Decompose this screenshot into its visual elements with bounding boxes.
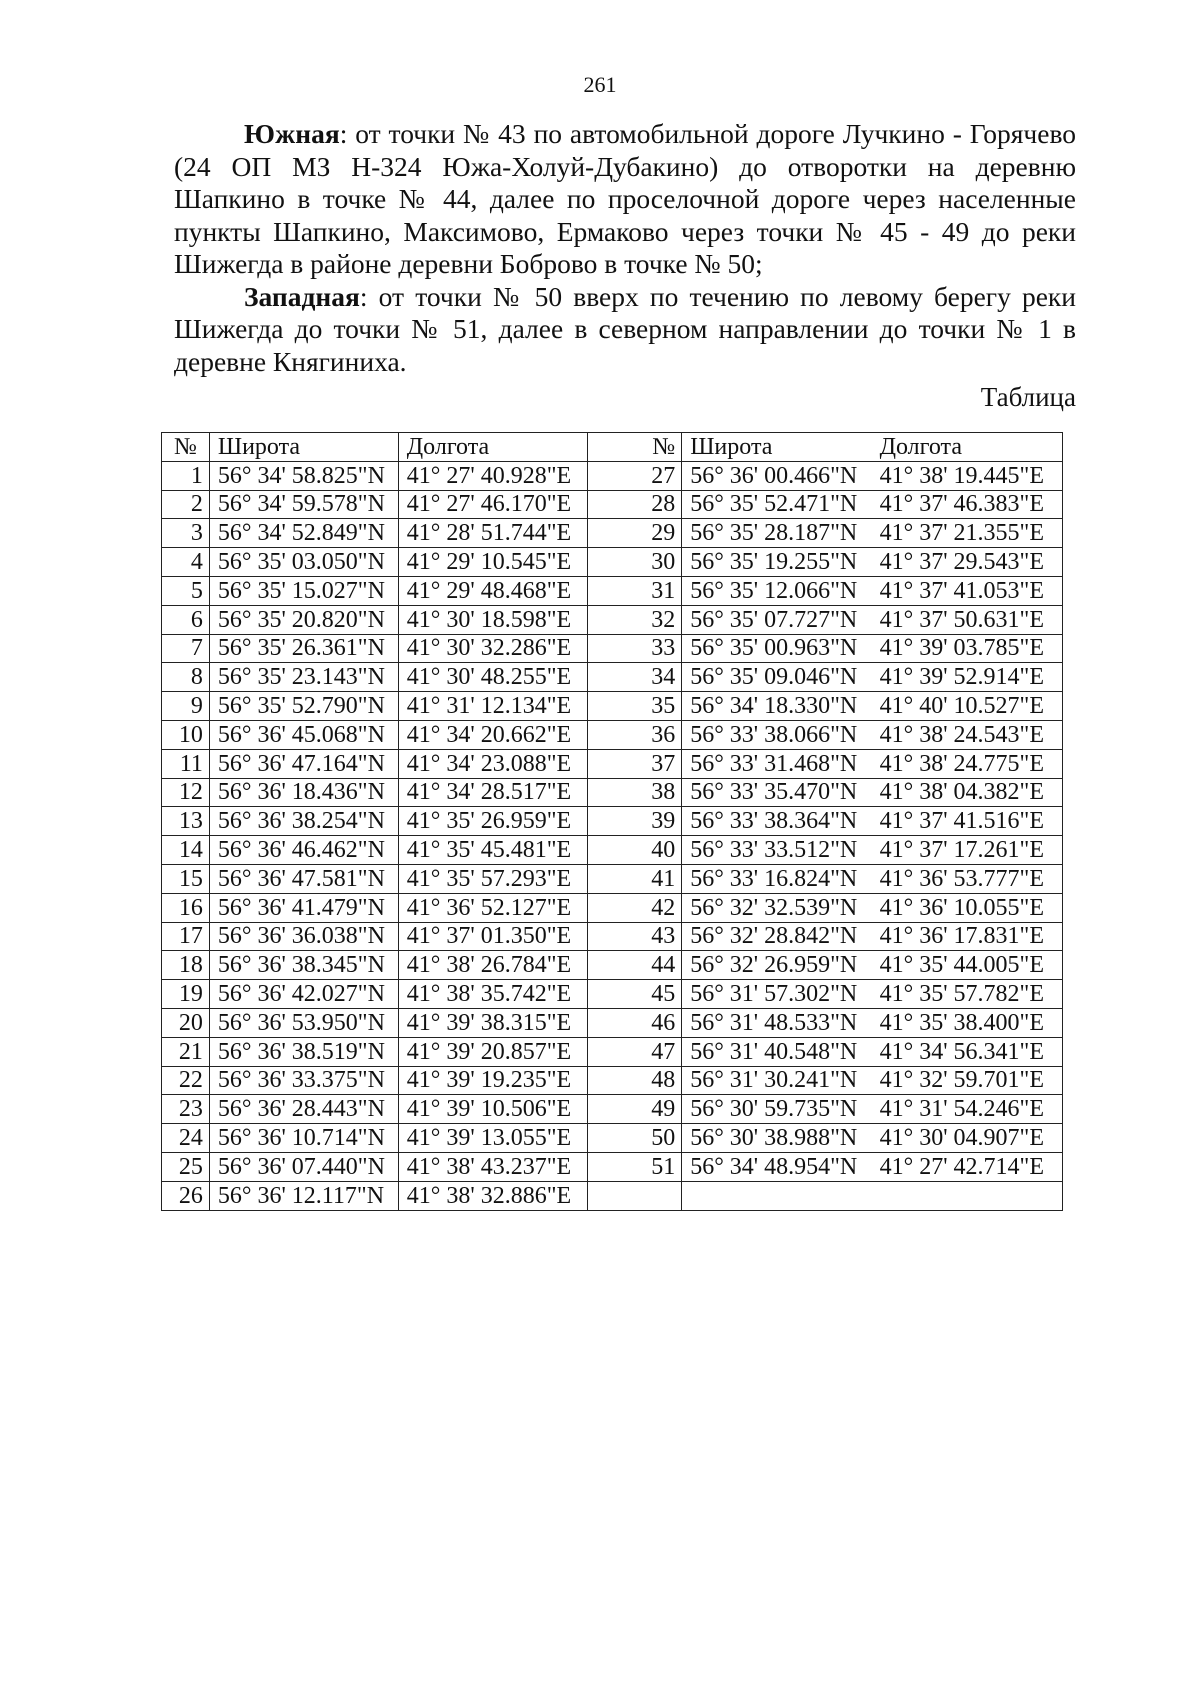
table-row bbox=[162, 980, 1063, 1009]
table-row bbox=[162, 461, 1063, 490]
longitude-cell: 41° 37' 50.631"E bbox=[872, 605, 1063, 634]
point-number-cell: 25 bbox=[162, 1152, 210, 1181]
longitude-cell: 41° 35' 57.293"E bbox=[398, 864, 587, 893]
longitude-cell: 41° 30' 32.286"E bbox=[398, 634, 587, 663]
point-number-cell: 44 bbox=[587, 951, 682, 980]
longitude-cell: 41° 34' 23.088"E bbox=[398, 749, 587, 778]
paragraph-west bbox=[174, 281, 1076, 379]
latitude-cell: 56° 36' 53.950"N bbox=[209, 1008, 398, 1037]
table-row bbox=[162, 807, 1063, 836]
longitude-cell: 41° 30' 04.907"E bbox=[872, 1124, 1063, 1153]
latitude-cell: 56° 32' 32.539"N bbox=[682, 893, 872, 922]
longitude-cell: 41° 27' 42.714"E bbox=[872, 1152, 1063, 1181]
point-number-cell: 50 bbox=[587, 1124, 682, 1153]
point-number-cell: 47 bbox=[587, 1037, 682, 1066]
latitude-cell: 56° 35' 03.050"N bbox=[209, 548, 398, 577]
table-body bbox=[162, 461, 1063, 1210]
longitude-cell: 41° 36' 52.127"E bbox=[398, 893, 587, 922]
point-number-cell: 11 bbox=[162, 749, 210, 778]
point-number-cell: 16 bbox=[162, 893, 210, 922]
longitude-cell: 41° 38' 24.775"E bbox=[872, 749, 1063, 778]
point-number-cell: 32 bbox=[587, 605, 682, 634]
paragraph-west-label: Западная bbox=[244, 280, 360, 312]
longitude-cell: 41° 38' 26.784"E bbox=[398, 951, 587, 980]
longitude-cell: 41° 28' 51.744"E bbox=[398, 519, 587, 548]
longitude-cell: 41° 30' 18.598"E bbox=[398, 605, 587, 634]
table-row bbox=[162, 663, 1063, 692]
longitude-cell: 41° 37' 46.383"E bbox=[872, 490, 1063, 519]
point-number-cell: 26 bbox=[162, 1181, 210, 1210]
point-number-cell: 21 bbox=[162, 1037, 210, 1066]
latitude-cell: 56° 36' 36.038"N bbox=[209, 922, 398, 951]
latitude-cell: 56° 31' 57.302"N bbox=[682, 980, 872, 1009]
latitude-cell: 56° 36' 47.164"N bbox=[209, 749, 398, 778]
point-number-cell: 30 bbox=[587, 548, 682, 577]
longitude-cell: 41° 39' 52.914"E bbox=[872, 663, 1063, 692]
latitude-cell: 56° 36' 45.068"N bbox=[209, 720, 398, 749]
point-number-cell: 48 bbox=[587, 1066, 682, 1095]
point-number-cell: 28 bbox=[587, 490, 682, 519]
longitude-cell: 41° 38' 04.382"E bbox=[872, 778, 1063, 807]
point-number-cell: 4 bbox=[162, 548, 210, 577]
longitude-cell: 41° 37' 01.350"E bbox=[398, 922, 587, 951]
latitude-cell: 56° 36' 46.462"N bbox=[209, 836, 398, 865]
header-lon-right: Долгота bbox=[872, 433, 1063, 462]
table-header-row bbox=[162, 433, 1063, 462]
table-row bbox=[162, 1181, 1063, 1210]
paragraph-west-text: : от точки № 50 вверх по течению по левому берегу реки Шижегда до точки № 51, далее в северном направлении до точки № 1 в деревне Княгиниха. bbox=[174, 280, 1076, 377]
point-number-cell: 1 bbox=[162, 461, 210, 490]
table-row bbox=[162, 720, 1063, 749]
longitude-cell: 41° 35' 38.400"E bbox=[872, 1008, 1063, 1037]
longitude-cell: 41° 30' 48.255"E bbox=[398, 663, 587, 692]
longitude-cell: 41° 37' 21.355"E bbox=[872, 519, 1063, 548]
longitude-cell: 41° 39' 10.506"E bbox=[398, 1095, 587, 1124]
latitude-cell: 56° 33' 16.824"N bbox=[682, 864, 872, 893]
point-number-cell: 19 bbox=[162, 980, 210, 1009]
paragraph-south-text: : от точки № 43 по автомобильной дороге Лучкино - Горячево (24 ОП МЗ Н-324 Южа-Холуй-Дубакино) до отворотки на деревню Шапкино в точке № 44, далее по проселочной дороге через населенные пункты Шапкино, Максимово, Ермаково через точки № 45 - 49 до реки Шижегда в районе деревни Боброво в точке № 50; bbox=[174, 118, 1076, 279]
point-number-cell: 45 bbox=[587, 980, 682, 1009]
longitude-cell: 41° 39' 13.055"E bbox=[398, 1124, 587, 1153]
longitude-cell: 41° 34' 20.662"E bbox=[398, 720, 587, 749]
longitude-cell: 41° 35' 45.481"E bbox=[398, 836, 587, 865]
header-lat-right: Широта bbox=[682, 433, 872, 462]
latitude-cell: 56° 35' 52.790"N bbox=[209, 692, 398, 721]
point-number-cell: 10 bbox=[162, 720, 210, 749]
latitude-cell: 56° 31' 48.533"N bbox=[682, 1008, 872, 1037]
latitude-cell: 56° 36' 47.581"N bbox=[209, 864, 398, 893]
point-number-cell: 49 bbox=[587, 1095, 682, 1124]
point-number-cell: 22 bbox=[162, 1066, 210, 1095]
point-number-cell: 39 bbox=[587, 807, 682, 836]
table-row bbox=[162, 548, 1063, 577]
latitude-cell: 56° 33' 35.470"N bbox=[682, 778, 872, 807]
table-row bbox=[162, 951, 1063, 980]
boundary-description bbox=[174, 118, 1076, 378]
point-number-cell: 40 bbox=[587, 836, 682, 865]
paragraph-south bbox=[174, 118, 1076, 281]
longitude-cell: 41° 38' 35.742"E bbox=[398, 980, 587, 1009]
latitude-cell: 56° 35' 12.066"N bbox=[682, 576, 872, 605]
latitude-cell: 56° 36' 42.027"N bbox=[209, 980, 398, 1009]
longitude-cell: 41° 38' 43.237"E bbox=[398, 1152, 587, 1181]
page-number: 261 bbox=[583, 72, 617, 97]
point-number-cell: 51 bbox=[587, 1152, 682, 1181]
paragraph-south-label: Южная bbox=[244, 118, 340, 149]
latitude-cell: 56° 35' 19.255"N bbox=[682, 548, 872, 577]
latitude-cell: 56° 36' 41.479"N bbox=[209, 893, 398, 922]
table-row bbox=[162, 1037, 1063, 1066]
point-number-cell: 15 bbox=[162, 864, 210, 893]
point-number-cell: 20 bbox=[162, 1008, 210, 1037]
latitude-cell: 56° 33' 33.512"N bbox=[682, 836, 872, 865]
point-number-cell: 33 bbox=[587, 634, 682, 663]
table-row bbox=[162, 778, 1063, 807]
longitude-cell: 41° 38' 32.886"E bbox=[398, 1181, 587, 1210]
latitude-cell: 56° 35' 52.471"N bbox=[682, 490, 872, 519]
longitude-cell: 41° 29' 10.545"E bbox=[398, 548, 587, 577]
latitude-cell: 56° 35' 00.963"N bbox=[682, 634, 872, 663]
point-number-cell: 3 bbox=[162, 519, 210, 548]
table-row bbox=[162, 1095, 1063, 1124]
latitude-cell: 56° 33' 38.364"N bbox=[682, 807, 872, 836]
point-number-cell: 43 bbox=[587, 922, 682, 951]
latitude-cell: 56° 33' 31.468"N bbox=[682, 749, 872, 778]
table-row bbox=[162, 490, 1063, 519]
longitude-cell: 41° 38' 19.445"E bbox=[872, 461, 1063, 490]
header-num-right: № bbox=[587, 433, 682, 462]
longitude-cell bbox=[872, 1181, 1063, 1210]
table-row bbox=[162, 922, 1063, 951]
latitude-cell: 56° 36' 18.436"N bbox=[209, 778, 398, 807]
point-number-cell: 6 bbox=[162, 605, 210, 634]
longitude-cell: 41° 34' 56.341"E bbox=[872, 1037, 1063, 1066]
longitude-cell: 41° 35' 44.005"E bbox=[872, 951, 1063, 980]
point-number-cell: 7 bbox=[162, 634, 210, 663]
point-number-cell: 18 bbox=[162, 951, 210, 980]
latitude-cell: 56° 31' 30.241"N bbox=[682, 1066, 872, 1095]
point-number-cell: 13 bbox=[162, 807, 210, 836]
latitude-cell: 56° 34' 48.954"N bbox=[682, 1152, 872, 1181]
latitude-cell: 56° 36' 38.345"N bbox=[209, 951, 398, 980]
table-row bbox=[162, 519, 1063, 548]
longitude-cell: 41° 31' 12.134"E bbox=[398, 692, 587, 721]
longitude-cell: 41° 32' 59.701"E bbox=[872, 1066, 1063, 1095]
table-row bbox=[162, 836, 1063, 865]
point-number-cell: 5 bbox=[162, 576, 210, 605]
coordinates-table bbox=[161, 432, 1063, 1211]
latitude-cell: 56° 33' 38.066"N bbox=[682, 720, 872, 749]
longitude-cell: 41° 36' 53.777"E bbox=[872, 864, 1063, 893]
point-number-cell: 34 bbox=[587, 663, 682, 692]
table-row bbox=[162, 864, 1063, 893]
table-row bbox=[162, 605, 1063, 634]
latitude-cell: 56° 36' 38.519"N bbox=[209, 1037, 398, 1066]
longitude-cell: 41° 37' 17.261"E bbox=[872, 836, 1063, 865]
longitude-cell: 41° 36' 17.831"E bbox=[872, 922, 1063, 951]
longitude-cell: 41° 27' 40.928"E bbox=[398, 461, 587, 490]
longitude-cell: 41° 38' 24.543"E bbox=[872, 720, 1063, 749]
latitude-cell: 56° 32' 26.959"N bbox=[682, 951, 872, 980]
longitude-cell: 41° 35' 26.959"E bbox=[398, 807, 587, 836]
point-number-cell: 46 bbox=[587, 1008, 682, 1037]
point-number-cell: 29 bbox=[587, 519, 682, 548]
longitude-cell: 41° 37' 41.516"E bbox=[872, 807, 1063, 836]
point-number-cell: 2 bbox=[162, 490, 210, 519]
point-number-cell: 31 bbox=[587, 576, 682, 605]
longitude-cell: 41° 34' 28.517"E bbox=[398, 778, 587, 807]
latitude-cell: 56° 35' 09.046"N bbox=[682, 663, 872, 692]
latitude-cell: 56° 30' 38.988"N bbox=[682, 1124, 872, 1153]
point-number-cell: 9 bbox=[162, 692, 210, 721]
point-number-cell: 24 bbox=[162, 1124, 210, 1153]
table-row bbox=[162, 1124, 1063, 1153]
header-lat-left: Широта bbox=[209, 433, 398, 462]
table-row bbox=[162, 1152, 1063, 1181]
latitude-cell: 56° 30' 59.735"N bbox=[682, 1095, 872, 1124]
longitude-cell: 41° 35' 57.782"E bbox=[872, 980, 1063, 1009]
longitude-cell: 41° 27' 46.170"E bbox=[398, 490, 587, 519]
latitude-cell: 56° 32' 28.842"N bbox=[682, 922, 872, 951]
longitude-cell: 41° 39' 20.857"E bbox=[398, 1037, 587, 1066]
longitude-cell: 41° 39' 19.235"E bbox=[398, 1066, 587, 1095]
longitude-cell: 41° 31' 54.246"E bbox=[872, 1095, 1063, 1124]
latitude-cell: 56° 35' 20.820"N bbox=[209, 605, 398, 634]
latitude-cell: 56° 36' 28.443"N bbox=[209, 1095, 398, 1124]
table-row bbox=[162, 692, 1063, 721]
latitude-cell: 56° 34' 52.849"N bbox=[209, 519, 398, 548]
latitude-cell: 56° 36' 38.254"N bbox=[209, 807, 398, 836]
longitude-cell: 41° 36' 10.055"E bbox=[872, 893, 1063, 922]
latitude-cell: 56° 35' 15.027"N bbox=[209, 576, 398, 605]
latitude-cell: 56° 35' 23.143"N bbox=[209, 663, 398, 692]
latitude-cell: 56° 36' 00.466"N bbox=[682, 461, 872, 490]
point-number-cell: 38 bbox=[587, 778, 682, 807]
header-num-left: № bbox=[162, 433, 210, 462]
point-number-cell: 17 bbox=[162, 922, 210, 951]
longitude-cell: 41° 29' 48.468"E bbox=[398, 576, 587, 605]
table-row bbox=[162, 749, 1063, 778]
table-row bbox=[162, 893, 1063, 922]
point-number-cell: 41 bbox=[587, 864, 682, 893]
longitude-cell: 41° 39' 38.315"E bbox=[398, 1008, 587, 1037]
latitude-cell: 56° 31' 40.548"N bbox=[682, 1037, 872, 1066]
latitude-cell: 56° 35' 26.361"N bbox=[209, 634, 398, 663]
header-lon-left: Долгота bbox=[398, 433, 587, 462]
point-number-cell: 14 bbox=[162, 836, 210, 865]
table-row bbox=[162, 1008, 1063, 1037]
point-number-cell: 35 bbox=[587, 692, 682, 721]
longitude-cell: 41° 37' 29.543"E bbox=[872, 548, 1063, 577]
point-number-cell: 12 bbox=[162, 778, 210, 807]
point-number-cell bbox=[587, 1181, 682, 1210]
latitude-cell: 56° 35' 07.727"N bbox=[682, 605, 872, 634]
latitude-cell: 56° 36' 33.375"N bbox=[209, 1066, 398, 1095]
table-row bbox=[162, 576, 1063, 605]
longitude-cell: 41° 40' 10.527"E bbox=[872, 692, 1063, 721]
table-caption: Таблица bbox=[980, 382, 1076, 412]
latitude-cell: 56° 34' 18.330"N bbox=[682, 692, 872, 721]
longitude-cell: 41° 39' 03.785"E bbox=[872, 634, 1063, 663]
latitude-cell: 56° 36' 07.440"N bbox=[209, 1152, 398, 1181]
latitude-cell bbox=[682, 1181, 872, 1210]
table-row bbox=[162, 1066, 1063, 1095]
point-number-cell: 36 bbox=[587, 720, 682, 749]
longitude-cell: 41° 37' 41.053"E bbox=[872, 576, 1063, 605]
latitude-cell: 56° 34' 58.825"N bbox=[209, 461, 398, 490]
latitude-cell: 56° 36' 10.714"N bbox=[209, 1124, 398, 1153]
point-number-cell: 23 bbox=[162, 1095, 210, 1124]
latitude-cell: 56° 35' 28.187"N bbox=[682, 519, 872, 548]
point-number-cell: 42 bbox=[587, 893, 682, 922]
point-number-cell: 27 bbox=[587, 461, 682, 490]
point-number-cell: 37 bbox=[587, 749, 682, 778]
point-number-cell: 8 bbox=[162, 663, 210, 692]
latitude-cell: 56° 36' 12.117"N bbox=[209, 1181, 398, 1210]
latitude-cell: 56° 34' 59.578"N bbox=[209, 490, 398, 519]
table-row bbox=[162, 634, 1063, 663]
